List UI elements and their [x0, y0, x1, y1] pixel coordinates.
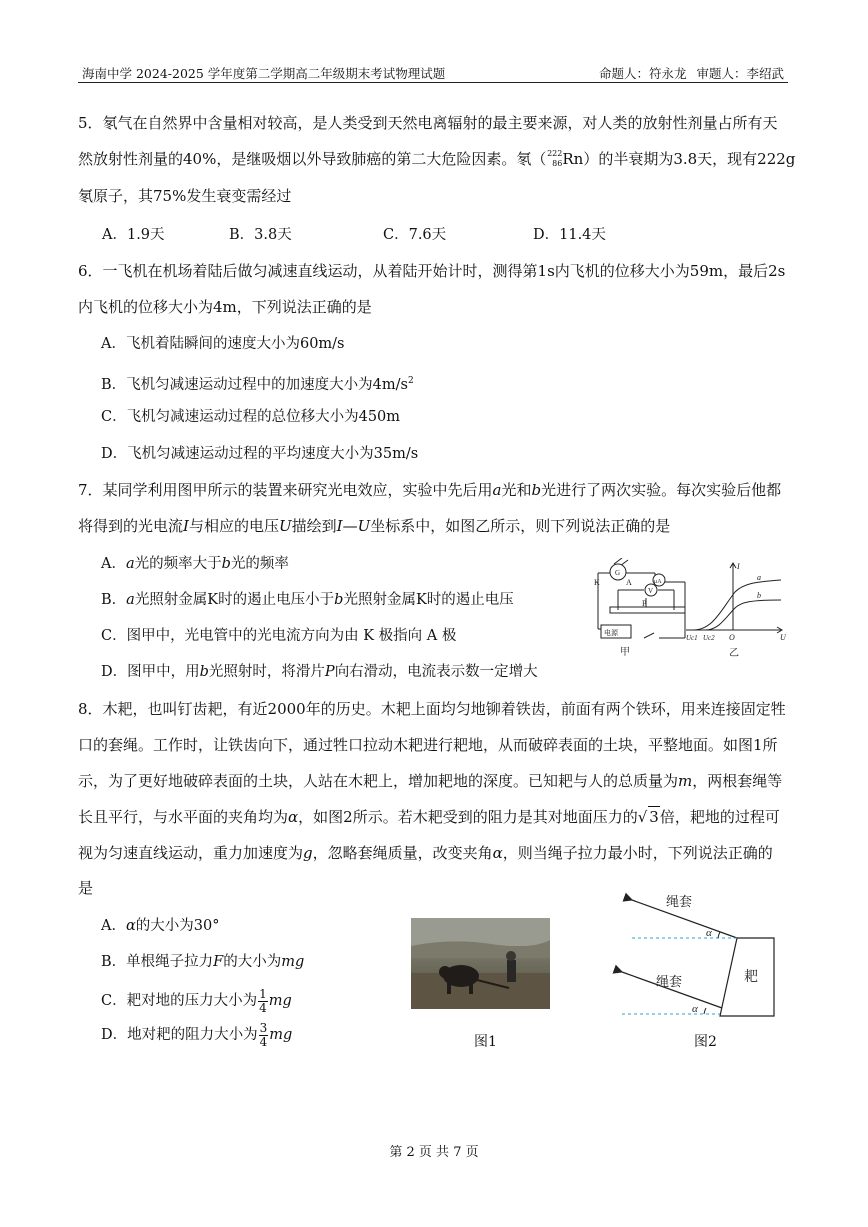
microammeter-label: μA: [654, 579, 662, 585]
q8-line1: 8．木耙，也叫钉齿耙，有近2000年的历史。木耙上面均匀地铆着铁齿，前面有两个铁环，用来连接固定牲: [78, 700, 786, 718]
uc2-label: Uc2: [703, 634, 715, 642]
circuit-diagram-jia: [590, 558, 698, 658]
slider-label: P: [642, 599, 647, 608]
rope-label-upper: 绳套: [666, 894, 693, 909]
q7-option-d: D．图甲中，用b光照射时，将滑片P向右滑动，电流表示数一定增大: [101, 664, 538, 680]
sqrt-3: √ 3: [637, 808, 659, 826]
uc1-label: Uc1: [686, 634, 698, 642]
q8-line5: 视为匀速直线运动，重力加速度为g，忽略套绳质量，改变夹角α，则当绳子拉力最小时，下列说法正确的: [78, 844, 773, 862]
phototube-label: G: [615, 569, 621, 577]
graph-x-label: U: [780, 633, 786, 642]
q6-option-c: C．飞机匀减速运动过程的总位移大小为450m: [101, 409, 401, 425]
voltmeter-label: V: [648, 587, 654, 595]
alpha-label-lower: α: [692, 1003, 698, 1015]
cathode-label: K: [594, 578, 600, 587]
q7-option-a: A．a光的频率大于b光的频率: [101, 556, 289, 572]
q5-option-a: A．1.9天: [102, 227, 165, 243]
q7-line2: 将得到的光电流I与相应的电压U描绘到I—U坐标系中，如图乙所示，则下列说法正确的是: [78, 517, 671, 535]
anode-label: A: [626, 578, 632, 587]
iu-graph-yi: [683, 560, 791, 660]
q8-option-b: B．单根绳子拉力F的大小为mg: [101, 954, 305, 970]
q6-option-d: D．飞机匀减速运动过程的平均速度大小为35m/s: [101, 446, 419, 462]
q5-option-b: B．3.8天: [229, 227, 292, 243]
q8-line3: 示，为了更好地破碎表面的土块，人站在木耙上，增加耙地的深度。已知耙与人的总质量为m，两根套绳等: [78, 772, 783, 790]
alpha-label-upper: α: [706, 927, 712, 939]
q5-line2: 然放射性剂量的40%，是继吸烟以外导致肺癌的第二大危险因素。氡（ 222 86 Rn）的半衰期为3.8天，现有222g: [78, 149, 796, 168]
radon-nuclide: 222 86: [547, 149, 563, 168]
q6-option-a: A．飞机着陆瞬间的速度大小为60m/s: [101, 336, 345, 352]
exam-title: 海南中学 2024-2025 学年度第二学期高二年级期末考试物理试题: [82, 66, 446, 81]
curve-a-label: a: [757, 573, 761, 582]
q5-line1: 5．氡气在自然界中含量相对较高，是人类受到天然电离辐射的最主要来源，对人类的放射性剂量占所有天: [78, 114, 778, 132]
q5-option-d: D．11.4天: [533, 227, 606, 243]
rope-label-lower: 绳套: [656, 974, 683, 989]
origin-label: O: [729, 633, 735, 642]
q6-line1: 6．一飞机在机场着陆后做匀减速直线运动，从着陆开始计时，测得第1s内飞机的位移大小为59m，最后2s: [78, 262, 786, 280]
q8-option-c: C．耙对地的压力大小为 $\frac{1}{4}$ mg: [101, 986, 292, 1015]
harrow-force-diagram: [610, 890, 790, 1022]
q5-line3: 氡原子，其75%发生衰变需经过: [78, 187, 292, 205]
harrow-label: 耙: [744, 970, 758, 985]
page-header: [78, 64, 788, 83]
q5-option-c: C．7.6天: [383, 227, 447, 243]
q7-option-c: C．图甲中，光电管中的光电流方向为由 K 极指向 A 极: [101, 628, 457, 644]
page-number: 第 2 页 共 7 页: [389, 1145, 479, 1160]
figure-yi-caption: 乙: [729, 648, 739, 659]
q7-line1: 7．某同学利用图甲所示的装置来研究光电效应，实验中先后用a光和b光进行了两次实验。每次实验后他都: [78, 481, 782, 499]
q6-option-b: B．飞机匀减速运动过程中的加速度大小为$4m/s^2$: [101, 376, 414, 393]
power-source-label: 电源: [604, 629, 618, 637]
figure-1-caption: 图1: [474, 1034, 497, 1050]
q8-option-d: D．地对耙的阻力大小为 $\frac{3}{4}$ mg: [101, 1020, 293, 1049]
q8-option-a: A．α的大小为30°: [101, 918, 220, 934]
q8-line6: 是: [78, 879, 94, 897]
q8-line2: 口的套绳。工作时，让铁齿向下，通过牲口拉动木耙进行耙地，从而破碎表面的土块，平整地面。如图1所: [78, 736, 778, 754]
figure-jia-caption: 甲: [620, 647, 630, 658]
figure-2-caption: 图2: [694, 1034, 717, 1050]
curve-b-label: b: [757, 591, 761, 600]
q8-line4: 长且平行，与水平面的夹角均为α，如图2所示。若木耙受到的阻力是其对地面压力的√ 3倍，耙地的过程可: [78, 808, 780, 826]
ox-harrow-photo: [411, 918, 550, 1009]
q6-line2: 内飞机的位移大小为4m，下列说法正确的是: [78, 298, 372, 316]
q7-option-b: B．a光照射金属K时的遏止电压小于b光照射金属K时的遏止电压: [101, 592, 514, 608]
authors: 命题人：符永龙 审题人：李绍武: [599, 66, 784, 81]
graph-y-label: I: [737, 562, 740, 571]
